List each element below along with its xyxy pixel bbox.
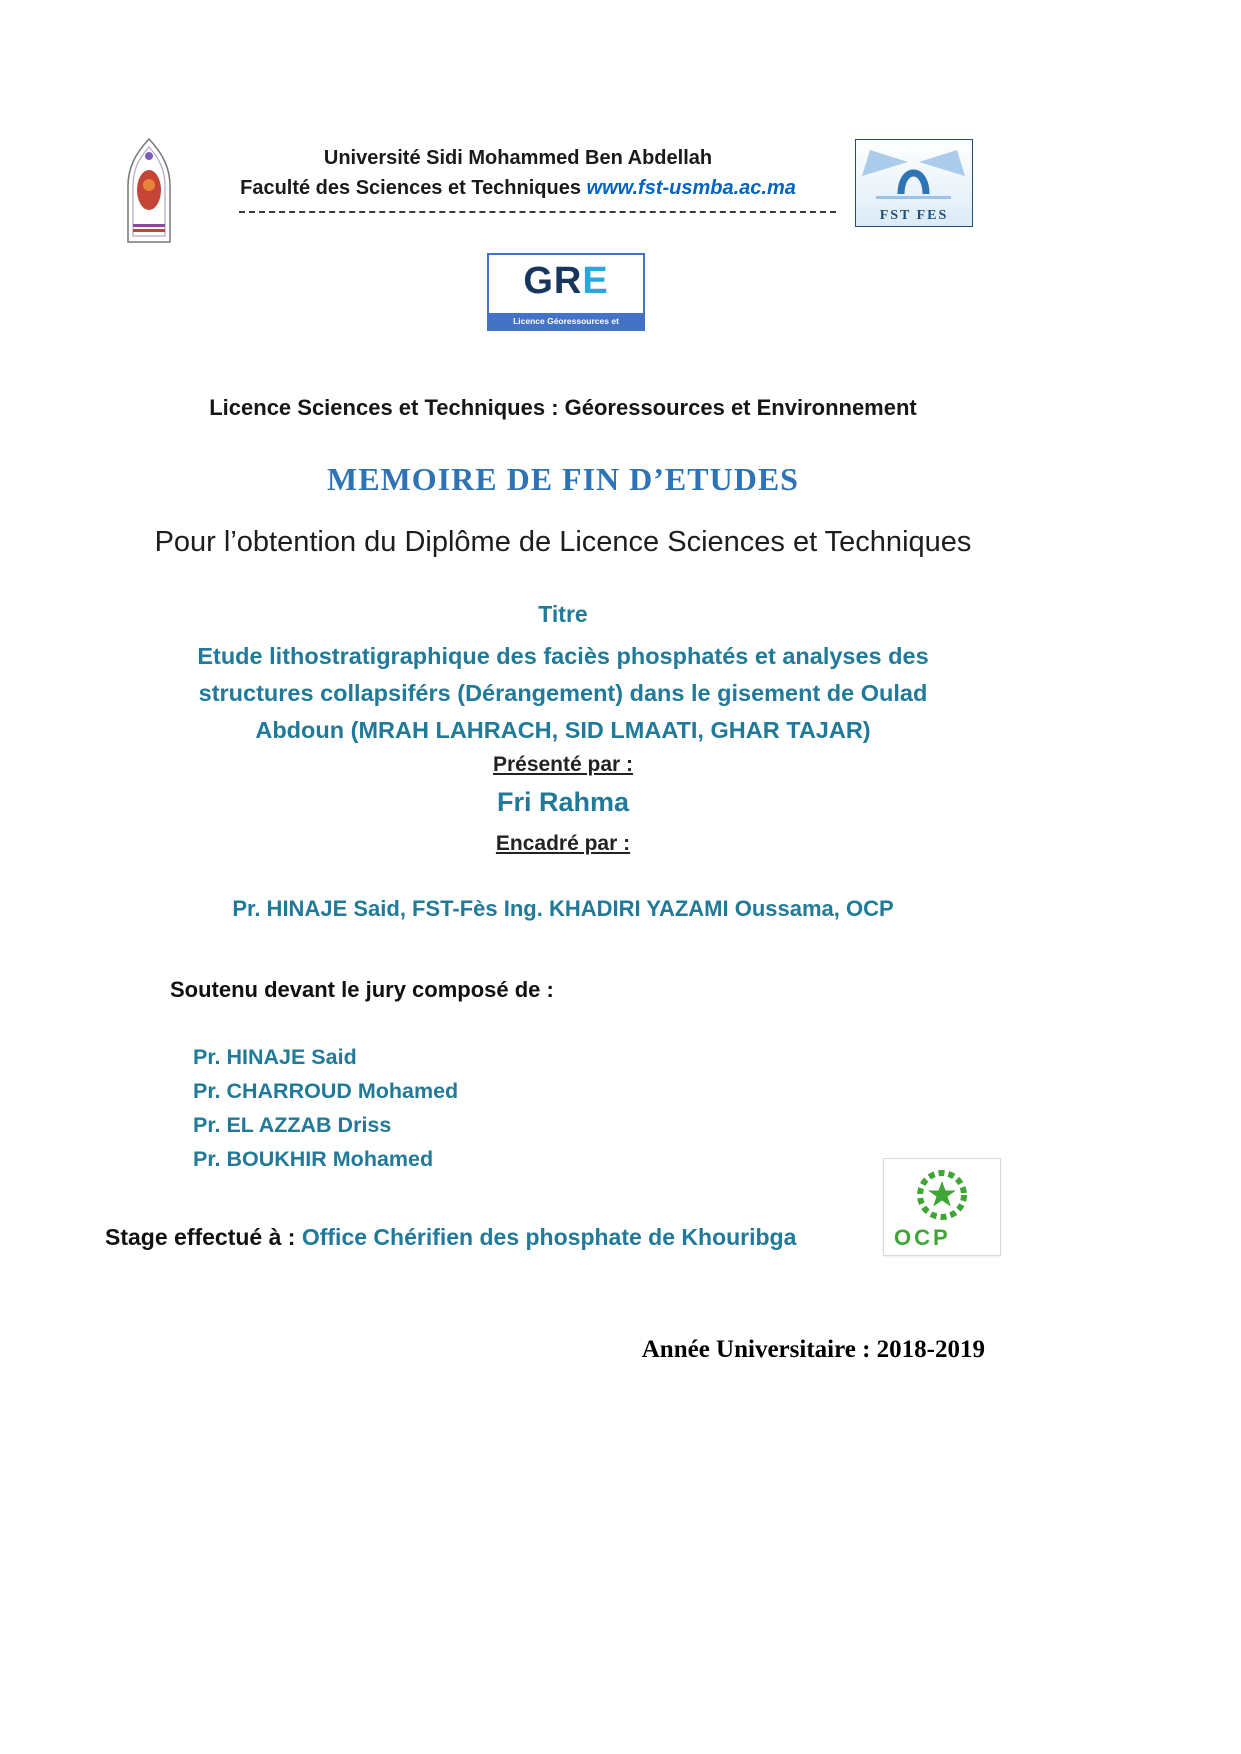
memoire-heading: MEMOIRE DE FIN D’ETUDES bbox=[327, 461, 799, 497]
jury-member: Pr. HINAJE Said bbox=[193, 1045, 357, 1069]
title-label: Titre bbox=[538, 601, 588, 627]
ocp-caption: OCP bbox=[894, 1225, 951, 1250]
gre-letter-e: E bbox=[582, 260, 609, 302]
thesis-title-line: Etude lithostratigraphique des faciès phosphatés et analyses des bbox=[197, 643, 929, 669]
header-divider bbox=[239, 211, 836, 213]
ocp-logo-graphic bbox=[884, 1159, 1000, 1229]
fst-fes-logo bbox=[855, 139, 973, 227]
internship-line bbox=[105, 1224, 796, 1251]
faculty-website-link[interactable]: www.fst-usmba.ac.ma bbox=[586, 177, 796, 199]
fst-fes-logo-graphic bbox=[856, 140, 971, 202]
internship-place: Office Chérifien des phosphate de Khouribga bbox=[301, 1224, 797, 1250]
thesis-title bbox=[0, 638, 1126, 749]
purpose-line: Pour l’obtention du Diplôme de Licence Sciences et Techniques bbox=[154, 526, 972, 558]
gre-letters bbox=[489, 255, 643, 307]
gre-caption: Licence Géoressources et Environnement bbox=[489, 313, 643, 329]
ocp-logo bbox=[883, 1158, 1001, 1256]
thesis-title-line: Abdoun (MRAH LAHRACH, SID LMAATI, GHAR TAJAR) bbox=[255, 717, 871, 743]
faculty-name: Faculté des Sciences et Techniques bbox=[240, 177, 587, 199]
thesis-title-line: structures collapsiférs (Dérangement) dans le gisement de Oulad bbox=[198, 680, 928, 706]
author-name: Fri Rahma bbox=[496, 787, 630, 817]
university-emblem-graphic bbox=[118, 136, 180, 250]
jury-member: Pr. BOUKHIR Mohamed bbox=[193, 1147, 434, 1171]
jury-list bbox=[193, 1040, 458, 1176]
fst-fes-caption: FST FES bbox=[879, 208, 949, 223]
gre-logo bbox=[487, 253, 645, 342]
supervisors-line: Pr. HINAJE Said, FST-Fès Ing. KHADIRI YAZAMI Oussama, OCP bbox=[232, 896, 894, 921]
internship-label: Stage effectué à : bbox=[105, 1224, 302, 1250]
presented-by-label: Présenté par : bbox=[492, 753, 634, 776]
jury-member: Pr. EL AZZAB Driss bbox=[193, 1113, 392, 1137]
university-emblem-icon bbox=[118, 136, 180, 250]
header-text bbox=[208, 143, 828, 203]
program-line: Licence Sciences et Techniques : Géoressources et Environnement bbox=[209, 395, 917, 420]
jury-heading: Soutenu devant le jury composé de : bbox=[170, 977, 554, 1002]
academic-year: Année Universitaire : 2018-2019 bbox=[641, 1336, 985, 1363]
gre-letters-gr: GR bbox=[523, 260, 583, 302]
supervised-by-label: Encadré par : bbox=[495, 832, 631, 855]
university-name: Université Sidi Mohammed Ben Abdellah bbox=[323, 147, 713, 169]
faculty-line bbox=[208, 173, 828, 203]
jury-member: Pr. CHARROUD Mohamed bbox=[193, 1079, 459, 1103]
